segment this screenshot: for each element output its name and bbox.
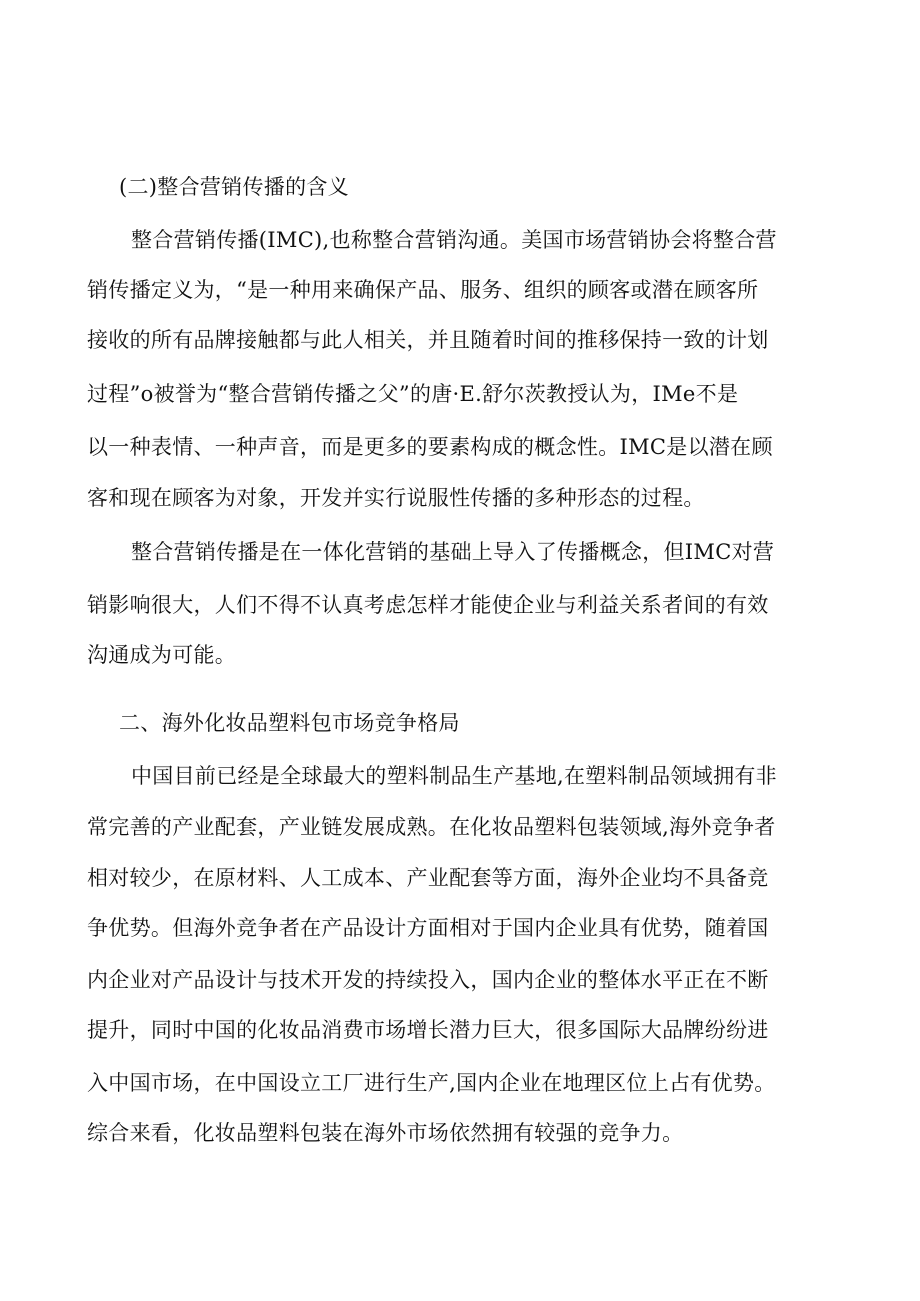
text-line: 争优势。但海外竞争者在产品设计方面相对于国内企业具有优势，随着国	[87, 916, 769, 940]
text-line: 过程”o被誉为“整合营销传播之父”的唐·E.舒尔茨教授认为，IMe不是	[87, 382, 739, 406]
section-heading-imc: (二)整合营销传播的含义	[119, 175, 349, 199]
text-line: 接收的所有品牌接触都与此人相关，并且随着时间的推移保持一致的计划	[87, 328, 769, 352]
text-line: 以一种表情、一种声音，而是更多的要素构成的概念性。IMC是以潜在顾	[87, 435, 773, 459]
text-line: 销传播定义为，“是一种用来确保产品、服务、组织的顾客或潜在顾客所	[87, 278, 759, 302]
text-line: 常完善的产业配套，产业链发展成熟。在化妆品塑料包装领域,海外竞争者	[87, 815, 776, 839]
text-line: 提升，同时中国的化妆品消费市场增长潜力巨大，很多国际大品牌纷纷进	[87, 1018, 769, 1042]
text-line: 入中国市场，在中国设立工厂进行生产,国内企业在地理区位上占有优势。	[87, 1071, 776, 1095]
text-line: 整合营销传播是在一体化营销的基础上导入了传播概念，但IMC对营	[131, 540, 775, 564]
text-line: 沟通成为可能。	[87, 643, 237, 667]
text-line: 相对较少，在原材料、人工成本、产业配套等方面，海外企业均不具备竞	[87, 866, 769, 890]
text-line: 整合营销传播(IMC),也称整合营销沟通。美国市场营销协会将整合营	[131, 228, 777, 252]
text-line: 中国目前已经是全球最大的塑料制品生产基地,在塑料制品领域拥有非	[131, 764, 777, 788]
text-line: 内企业对产品设计与技术开发的持续投入，国内企业的整体水平正在不断	[87, 968, 769, 992]
text-line: 客和现在顾客为对象，开发并实行说服性传播的多种形态的过程。	[87, 486, 705, 510]
text-line: 综合来看，化妆品塑料包装在海外市场依然拥有较强的竞争力。	[87, 1121, 684, 1145]
section-heading-competition: 二、海外化妆品塑料包市场竞争格局	[119, 711, 460, 735]
text-line: 销影响很大，人们不得不认真考虑怎样才能使企业与利益关系者间的有效	[87, 593, 769, 617]
